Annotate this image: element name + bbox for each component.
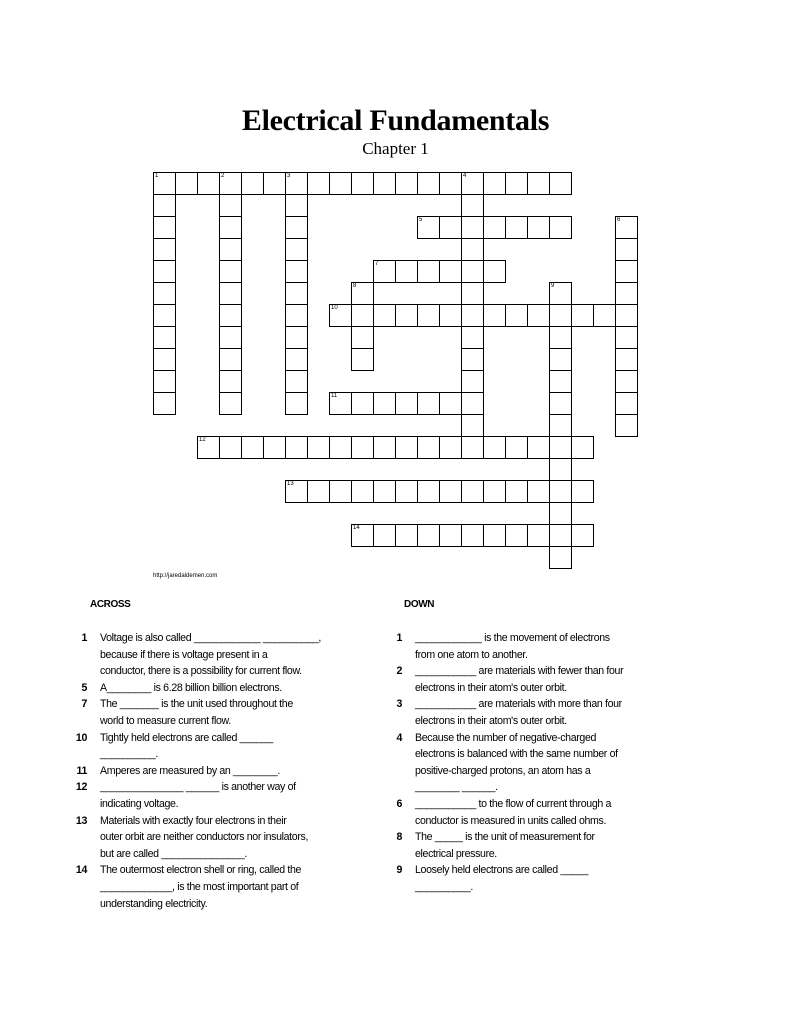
clue-number <box>375 680 415 697</box>
clue-text: Loosely held electrons are called _____ <box>415 864 589 877</box>
clue-text: conductor, there is a possibility for current flow. <box>100 665 302 678</box>
clue-number <box>60 746 100 763</box>
clue-number <box>60 896 100 913</box>
clue-number: 3 <box>396 698 402 711</box>
grid-cell[interactable] <box>351 480 374 503</box>
clue-number: 11 <box>331 393 338 399</box>
clue-text: outer orbit are neither conductors nor insulators, <box>100 831 309 844</box>
clue-text: but are called _______________. <box>100 847 248 860</box>
grid-cell[interactable] <box>219 304 242 327</box>
clue-text: _______________ ______ is another way of <box>100 781 296 794</box>
clue-number: 1 <box>81 632 87 644</box>
down-clue-line <box>375 696 665 713</box>
clue-text: Because the number of negative-charged <box>415 731 597 744</box>
page-subtitle: Chapter 1 <box>362 139 429 158</box>
grid-cell[interactable] <box>373 172 396 195</box>
clue-number: 4 <box>463 173 467 179</box>
down-clue-line <box>375 846 665 863</box>
grid-cell[interactable] <box>527 304 550 327</box>
clue-number <box>375 879 415 896</box>
down-clue-line <box>375 680 665 697</box>
grid-cell[interactable] <box>549 502 572 525</box>
clue-number: 6 <box>617 217 621 223</box>
grid-cell[interactable] <box>439 392 462 415</box>
grid-cell[interactable] <box>461 260 484 283</box>
grid-cell[interactable] <box>219 238 242 261</box>
across-clue-line <box>60 796 350 813</box>
grid-cell[interactable] <box>483 172 506 195</box>
down-clue-line <box>375 730 665 747</box>
grid-cell[interactable] <box>153 282 176 305</box>
clue-number <box>375 647 415 664</box>
down-clue-line <box>375 663 665 680</box>
grid-cell[interactable] <box>417 436 440 459</box>
across-clue-line <box>60 746 350 763</box>
grid-cell[interactable] <box>483 524 506 547</box>
grid-cell[interactable] <box>505 524 528 547</box>
grid-cell[interactable] <box>351 524 374 547</box>
grid-cell[interactable] <box>593 304 616 327</box>
clue-text: Tightly held electrons are called ______ <box>100 731 273 744</box>
clue-text: ________ ______. <box>415 781 498 794</box>
grid-cell[interactable] <box>461 304 484 327</box>
clue-text: Materials with exactly four electrons in their <box>100 814 287 827</box>
clue-number: 1 <box>396 632 402 644</box>
clue-text: from one atom to another. <box>415 648 528 661</box>
down-heading: DOWN <box>404 599 435 610</box>
grid-cell[interactable] <box>549 458 572 481</box>
grid-cell[interactable] <box>395 436 418 459</box>
grid-cell[interactable] <box>153 392 176 415</box>
grid-cell[interactable] <box>615 370 638 393</box>
clue-number <box>60 647 100 664</box>
clue-text: __________. <box>415 880 474 893</box>
clue-text: world to measure current flow. <box>100 714 231 727</box>
grid-cell[interactable] <box>461 326 484 349</box>
grid-cell[interactable] <box>461 238 484 261</box>
grid-cell[interactable] <box>219 370 242 393</box>
grid-cell[interactable] <box>483 216 506 239</box>
grid-cell[interactable] <box>285 194 308 217</box>
grid-cell[interactable] <box>373 260 396 283</box>
down-clue-line <box>375 813 665 830</box>
clue-number: 2 <box>221 173 225 179</box>
grid-cell[interactable] <box>461 194 484 217</box>
down-clue-line <box>375 630 665 647</box>
grid-cell[interactable] <box>417 524 440 547</box>
clue-number <box>375 846 415 863</box>
clue-number: 12 <box>199 437 206 443</box>
across-clue-line <box>60 713 350 730</box>
clue-text: conductor is measured in units called ohms. <box>415 814 607 827</box>
grid-cell[interactable] <box>549 546 572 569</box>
clue-number <box>60 796 100 813</box>
across-clue-line <box>60 879 350 896</box>
grid-cell[interactable] <box>307 172 330 195</box>
grid-cell[interactable] <box>571 524 594 547</box>
grid-cell[interactable] <box>615 304 638 327</box>
clue-number: 13 <box>75 814 87 827</box>
grid-cell[interactable] <box>395 480 418 503</box>
clue-text: positive-charged protons, an atom has a <box>415 764 591 777</box>
grid-cell[interactable] <box>549 348 572 371</box>
grid-cell[interactable] <box>549 326 572 349</box>
grid-cell[interactable] <box>439 436 462 459</box>
clue-number: 8 <box>396 831 402 844</box>
grid-cell[interactable] <box>461 524 484 547</box>
down-clue-line <box>375 713 665 730</box>
grid-cell[interactable] <box>329 392 352 415</box>
grid-cell[interactable] <box>615 326 638 349</box>
clue-text: electrons in their atom's outer orbit. <box>415 714 567 727</box>
grid-cell[interactable] <box>329 436 352 459</box>
grid-cell[interactable] <box>461 216 484 239</box>
across-heading: ACROSS <box>90 599 131 610</box>
clue-text: ____________ is the movement of electrons <box>415 632 610 644</box>
grid-cell[interactable] <box>219 260 242 283</box>
across-clue-line <box>60 730 350 747</box>
grid-cell[interactable] <box>351 348 374 371</box>
across-clue-line <box>60 862 350 879</box>
clue-number: 5 <box>81 681 87 694</box>
page-title: Electrical Fundamentals <box>241 104 550 137</box>
grid-cell[interactable] <box>615 260 638 283</box>
clue-number <box>60 846 100 863</box>
grid-cell[interactable] <box>219 282 242 305</box>
grid-cell[interactable] <box>373 436 396 459</box>
grid-cell[interactable] <box>351 436 374 459</box>
grid-cell[interactable] <box>527 436 550 459</box>
grid-cell[interactable] <box>549 392 572 415</box>
across-clue-line <box>60 896 350 913</box>
clue-number: 6 <box>396 797 402 810</box>
grid-cell[interactable] <box>549 216 572 239</box>
grid-cell[interactable] <box>439 524 462 547</box>
clue-number: 10 <box>331 305 338 311</box>
grid-cell[interactable] <box>615 282 638 305</box>
grid-cell[interactable] <box>219 216 242 239</box>
grid-cell[interactable] <box>461 436 484 459</box>
grid-cell[interactable] <box>505 480 528 503</box>
clue-number: 3 <box>287 173 291 179</box>
across-clue-line <box>60 763 350 780</box>
grid-cell[interactable] <box>527 480 550 503</box>
grid-cell[interactable] <box>461 480 484 503</box>
grid-cell[interactable] <box>439 216 462 239</box>
grid-cell[interactable] <box>461 392 484 415</box>
grid-cell[interactable] <box>461 348 484 371</box>
grid-cell[interactable] <box>395 172 418 195</box>
grid-cell[interactable] <box>615 216 638 239</box>
grid-cell[interactable] <box>461 370 484 393</box>
grid-cell[interactable] <box>505 216 528 239</box>
grid-cell[interactable] <box>461 172 484 195</box>
grid-cell[interactable] <box>571 304 594 327</box>
grid-cell[interactable] <box>153 348 176 371</box>
down-clue-list <box>375 630 665 896</box>
grid-cell[interactable] <box>329 480 352 503</box>
clue-number: 9 <box>551 283 555 289</box>
grid-cell[interactable] <box>483 480 506 503</box>
grid-cell[interactable] <box>549 282 572 305</box>
grid-cell[interactable] <box>351 392 374 415</box>
clue-number <box>60 713 100 730</box>
grid-cell[interactable] <box>285 370 308 393</box>
clue-number: 12 <box>75 781 87 794</box>
clue-text: _____________, is the most important part of <box>100 880 299 893</box>
grid-cell[interactable] <box>571 436 594 459</box>
grid-cell[interactable] <box>351 282 374 305</box>
grid-cell[interactable] <box>395 304 418 327</box>
grid-cell[interactable] <box>417 392 440 415</box>
down-clue-line <box>375 746 665 763</box>
grid-cell[interactable] <box>285 216 308 239</box>
grid-cell[interactable] <box>219 392 242 415</box>
clue-text: electrons is balanced with the same number of <box>415 748 618 761</box>
grid-cell[interactable] <box>285 238 308 261</box>
grid-cell[interactable] <box>483 436 506 459</box>
grid-cell[interactable] <box>417 216 440 239</box>
grid-cell[interactable] <box>197 172 220 195</box>
grid-cell[interactable] <box>351 326 374 349</box>
grid-cell[interactable] <box>263 172 286 195</box>
grid-cell[interactable] <box>571 480 594 503</box>
grid-cell[interactable] <box>505 304 528 327</box>
grid-cell[interactable] <box>175 172 198 195</box>
grid-cell[interactable] <box>395 260 418 283</box>
clue-number <box>375 779 415 796</box>
grid-cell[interactable] <box>285 172 308 195</box>
clue-text: understanding electricity. <box>100 897 208 910</box>
grid-cell[interactable] <box>373 304 396 327</box>
clue-text: Amperes are measured by an ________. <box>100 764 280 777</box>
grid-cell[interactable] <box>615 414 638 437</box>
grid-cell[interactable] <box>505 436 528 459</box>
down-clue-line <box>375 763 665 780</box>
grid-cell[interactable] <box>417 172 440 195</box>
grid-cell[interactable] <box>153 172 176 195</box>
grid-cell[interactable] <box>417 304 440 327</box>
clue-text: __________. <box>100 748 159 761</box>
grid-cell[interactable] <box>329 172 352 195</box>
grid-cell[interactable] <box>615 392 638 415</box>
clue-number: 5 <box>419 217 423 223</box>
grid-cell[interactable] <box>285 282 308 305</box>
grid-cell[interactable] <box>197 436 220 459</box>
clue-text: electrical pressure. <box>415 847 497 860</box>
clue-number: 4 <box>396 731 402 744</box>
grid-cell[interactable] <box>329 304 352 327</box>
grid-cell[interactable] <box>153 238 176 261</box>
grid-cell[interactable] <box>285 436 308 459</box>
clue-text: electrons in their atom's outer orbit. <box>415 681 567 694</box>
grid-cell[interactable] <box>351 172 374 195</box>
clue-text: Voltage is also called ____________ __________, <box>100 632 321 644</box>
grid-cell[interactable] <box>439 172 462 195</box>
grid-cell[interactable] <box>285 260 308 283</box>
clue-text: ___________ are materials with more than four <box>415 698 622 711</box>
grid-cell[interactable] <box>549 414 572 437</box>
source-url: http://jaredaldemen.com <box>153 573 218 579</box>
grid-cell[interactable] <box>483 304 506 327</box>
clue-number: 8 <box>353 283 357 289</box>
grid-cell[interactable] <box>527 216 550 239</box>
across-clue-line <box>60 647 350 664</box>
grid-cell[interactable] <box>439 480 462 503</box>
grid-cell[interactable] <box>395 392 418 415</box>
across-clue-line <box>60 846 350 863</box>
grid-cell[interactable] <box>351 304 374 327</box>
grid-cell[interactable] <box>153 326 176 349</box>
across-clue-line <box>60 630 350 647</box>
grid-cell[interactable] <box>549 172 572 195</box>
down-clue-line <box>375 829 665 846</box>
clue-number <box>375 713 415 730</box>
clue-number: 14 <box>75 864 87 877</box>
grid-cell[interactable] <box>285 480 308 503</box>
grid-cell[interactable] <box>439 304 462 327</box>
grid-cell[interactable] <box>241 172 264 195</box>
clue-text: ___________ to the flow of current through a <box>415 797 612 810</box>
grid-cell[interactable] <box>219 348 242 371</box>
clue-number: 9 <box>396 864 402 877</box>
grid-cell[interactable] <box>417 480 440 503</box>
grid-cell[interactable] <box>527 172 550 195</box>
grid-cell[interactable] <box>615 348 638 371</box>
clue-number: 13 <box>287 481 294 487</box>
across-clue-line <box>60 663 350 680</box>
grid-cell[interactable] <box>373 524 396 547</box>
down-clue-line <box>375 879 665 896</box>
grid-cell[interactable] <box>285 304 308 327</box>
grid-cell[interactable] <box>549 436 572 459</box>
down-clue-line <box>375 779 665 796</box>
clue-number: 11 <box>76 764 87 777</box>
across-clue-line <box>60 680 350 697</box>
grid-cell[interactable] <box>285 348 308 371</box>
clue-number: 2 <box>396 665 402 678</box>
down-clue-line <box>375 796 665 813</box>
grid-cell[interactable] <box>153 260 176 283</box>
grid-cell[interactable] <box>153 194 176 217</box>
grid-cell[interactable] <box>241 436 264 459</box>
grid-cell[interactable] <box>505 172 528 195</box>
clue-number: 14 <box>353 525 360 531</box>
clue-number <box>60 829 100 846</box>
grid-cell[interactable] <box>483 260 506 283</box>
grid-cell[interactable] <box>263 436 286 459</box>
grid-cell[interactable] <box>549 370 572 393</box>
clue-text: because if there is voltage present in a <box>100 648 268 661</box>
clue-text: ___________ are materials with fewer than four <box>415 665 624 678</box>
grid-cell[interactable] <box>373 392 396 415</box>
grid-cell[interactable] <box>219 172 242 195</box>
grid-cell[interactable] <box>461 414 484 437</box>
grid-cell[interactable] <box>395 524 418 547</box>
clue-number: 10 <box>75 731 87 744</box>
clue-number: 7 <box>81 698 87 711</box>
clue-number <box>375 746 415 763</box>
clue-number: 1 <box>155 173 159 179</box>
across-clue-line <box>60 696 350 713</box>
clue-number <box>60 663 100 680</box>
clue-text: A________ is 6.28 billion billion electrons. <box>100 681 282 694</box>
grid-cell[interactable] <box>549 524 572 547</box>
grid-cell[interactable] <box>549 304 572 327</box>
grid-cell[interactable] <box>373 480 396 503</box>
grid-cell[interactable] <box>285 392 308 415</box>
grid-cell[interactable] <box>153 304 176 327</box>
grid-cell[interactable] <box>285 326 308 349</box>
grid-cell[interactable] <box>219 326 242 349</box>
across-clue-line <box>60 829 350 846</box>
grid-cell[interactable] <box>461 282 484 305</box>
grid-cell[interactable] <box>417 260 440 283</box>
clue-number <box>375 763 415 780</box>
grid-cell[interactable] <box>219 194 242 217</box>
grid-cell[interactable] <box>439 260 462 283</box>
down-clue-line <box>375 862 665 879</box>
clue-text: The _____ is the unit of measurement for <box>415 831 595 844</box>
clue-text: indicating voltage. <box>100 797 179 810</box>
grid-cell[interactable] <box>307 480 330 503</box>
across-clue-line <box>60 813 350 830</box>
clue-number: 7 <box>375 261 379 267</box>
grid-cell[interactable] <box>219 436 242 459</box>
clue-number <box>375 813 415 830</box>
grid-cell[interactable] <box>527 524 550 547</box>
clue-text: The outermost electron shell or ring, called the <box>100 864 302 877</box>
grid-cell[interactable] <box>549 480 572 503</box>
clue-text: The _______ is the unit used throughout the <box>100 698 293 711</box>
grid-cell[interactable] <box>153 216 176 239</box>
across-clue-line <box>60 779 350 796</box>
grid-cell[interactable] <box>153 370 176 393</box>
clue-number <box>60 879 100 896</box>
grid-cell[interactable] <box>615 238 638 261</box>
grid-cell[interactable] <box>307 436 330 459</box>
across-clue-list <box>60 630 350 912</box>
down-clue-line <box>375 647 665 664</box>
